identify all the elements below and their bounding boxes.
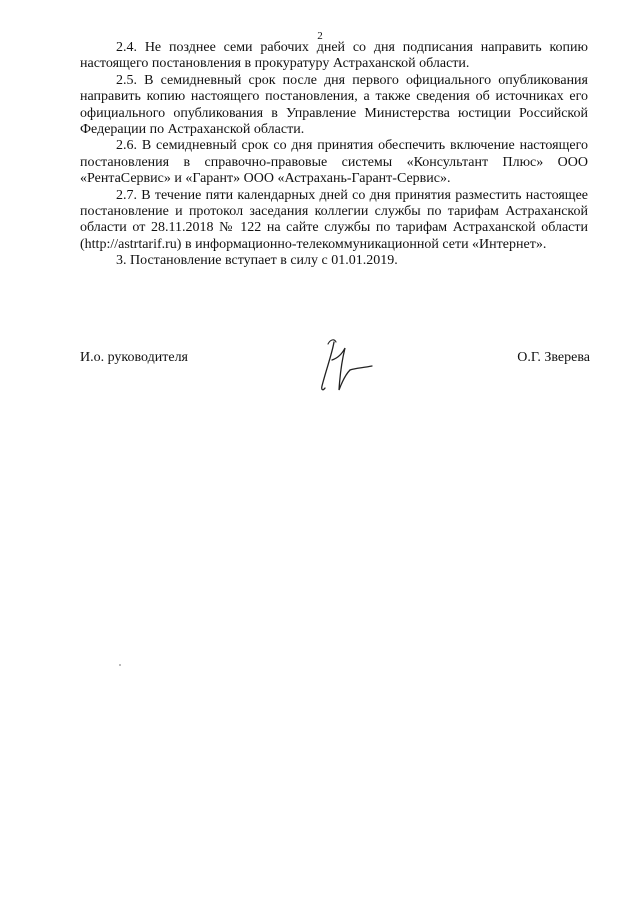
paragraph-2-6: 2.6. В семидневный срок со дня принятия обеспечить включение настоящего постановления в справочно-правовые системы «Консультант Плюс» ООО «РентаСервис» и «Гарант» ООО «Астрахань-Гарант-Сервис». (80, 138, 588, 187)
handwritten-signature (312, 330, 382, 400)
paragraph-2-7: 2.7. В течение пяти календарных дней со дня принятия разместить настоящее постановление и протокол заседания коллегии службы по тарифам Астраханской области от 28.11.2018 № 122 на сайте службы по тарифам Астраханской области (http://astrtarif.ru) в информационно-телекоммуникационной сети «Интернет». (80, 187, 588, 252)
paragraph-2-5: 2.5. В семидневный срок после дня первого официального опубликования направить копию настоящего постановления, а также сведения об источниках его официального опубликования в Управление Министерства юстиции Российской Федерации по Астраханской области. (80, 72, 588, 138)
signatory-role: И.о. руководителя (80, 350, 189, 365)
page-number: 2 (317, 30, 323, 42)
paragraph-3: 3. Постановление вступает в силу с 01.01.2019. (116, 253, 398, 269)
scan-speck (119, 664, 121, 666)
document-body (80, 40, 588, 270)
paragraph-2-4: 2.4. Не позднее семи рабочих дней со дня подписания направить копию настоящего постановления в прокуратуру Астраханской области. (80, 40, 588, 72)
signatory-name: О.Г. Зверева (517, 350, 590, 365)
